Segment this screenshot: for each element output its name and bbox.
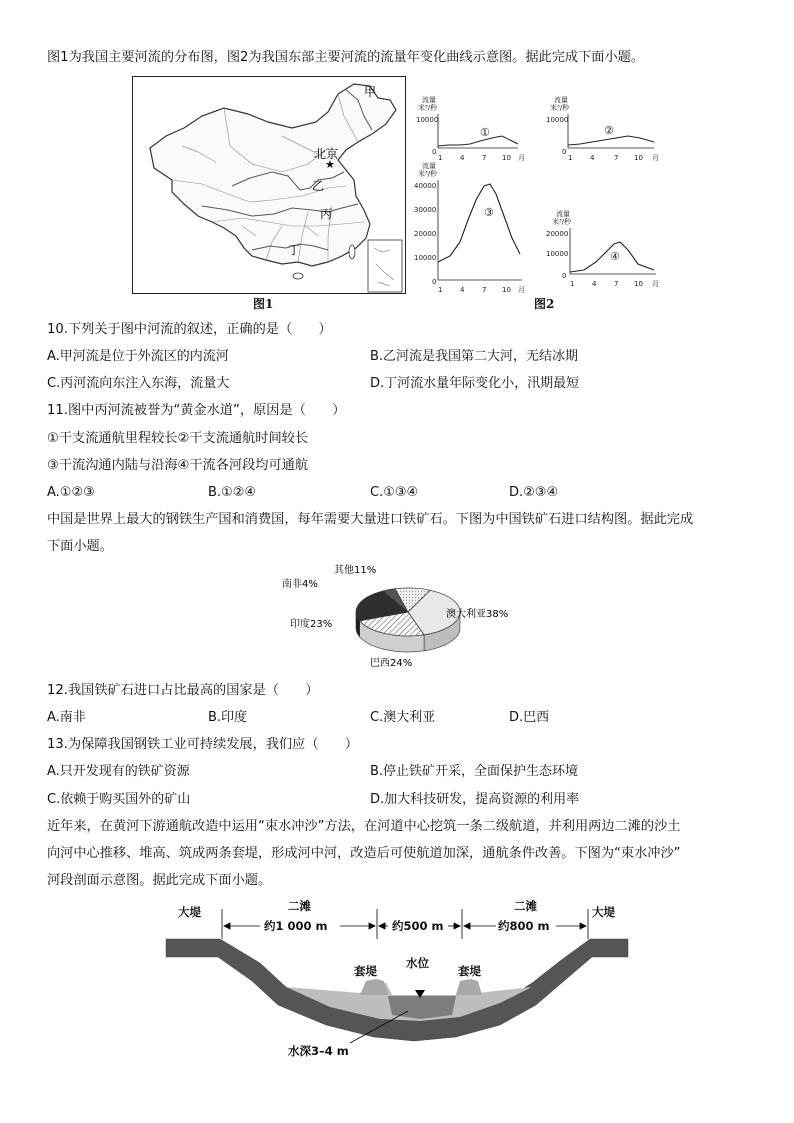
label-water-level: 水位 [406,956,429,970]
pie-label-india: 印度23% [290,619,333,630]
p3-ylabel-1: 流量 [422,162,436,170]
q13-option-a[interactable]: A.只开发现有的铁矿资源 [47,764,190,779]
svg-text:1: 1 [568,154,573,162]
p3-ytick-1: 30000 [414,206,437,214]
iron-ore-pie-chart [270,560,530,675]
q11-stem: 11.图中丙河流被誉为“黄金水道”，原因是（ ） [47,403,346,418]
label-width-left: 约1 000 m [264,919,328,933]
p4-ytick-1: 10000 [546,250,569,258]
svg-text:1: 1 [570,280,575,288]
q12-stem: 12.我国铁矿石进口占比最高的国家是（ ） [47,683,319,698]
q12-option-c[interactable]: C.澳大利亚 [370,710,436,725]
svg-text:月: 月 [518,154,525,162]
q12-option-a[interactable]: A.南非 [47,710,86,725]
label-dike-left: 大堤 [178,905,201,919]
label-dike-right: 大堤 [592,905,615,919]
q10-option-d[interactable]: D.丁河流水量年际变化小，汛期最短 [370,376,580,391]
intro-iron-ore-1: 中国是世界上最大的钢铁生产国和消费国，每年需要大量进口铁矿石。下图为中国铁矿石进口结构图。据此完成 [47,512,694,527]
curve-1 [438,136,518,146]
riverbed [166,939,628,1041]
svg-text:1: 1 [438,154,443,162]
p1-ylabel-1: 流量 [422,96,436,104]
svg-text:4: 4 [590,154,595,162]
pie-label-australia: 澳大利亚38% [446,609,509,620]
p4-ylabel-2: 米³/秒 [552,218,572,226]
q10-stem: 10.下列关于图中河流的叙述，正确的是（ ） [47,322,332,337]
p2-ytick-0: 10000 [546,116,569,124]
inner-dike-right [456,979,482,995]
inner-dike-left [360,979,388,995]
p3-ylabel-2: 米³/秒 [418,170,438,178]
q10-option-b[interactable]: B.乙河流是我国第二大河，无结冰期 [370,349,579,364]
q13-option-b[interactable]: B.停止铁矿开采，全面保护生态环境 [370,764,579,779]
intro-iron-ore-2: 下面小题。 [47,539,113,554]
curve-2 [568,136,654,145]
label-tan-left: 二滩 [288,899,311,913]
label-beijing: 北京 [314,147,339,161]
svg-text:7: 7 [482,286,487,294]
q11-option-a[interactable]: A.①②③ [47,485,95,500]
q11-choices-line-1: ①干支流通航里程较长②干支流通航时间较长 [47,431,309,446]
intro-yellow-river-2: 向河中心推移、堆高、筑成两条套堤，形成河中河，改造后可使航道加深，通航条件改善。下图为“束水冲沙” [47,846,681,861]
p1-ytick-1: 0 [432,148,437,156]
q10-option-a[interactable]: A.甲河流是位于外流区的内流河 [47,349,229,364]
label-inner-dike-right: 套堤 [458,964,481,978]
svg-text:10: 10 [634,280,643,288]
p2-ytick-1: 0 [562,148,567,156]
svg-text:4: 4 [460,286,465,294]
intro-rivers: 图1为我国主要河流的分布图，图2为我国东部主要河流的流量年变化曲线示意图。据此完成下面小题。 [47,50,645,65]
figure-1-caption: 图1 [253,297,274,311]
channel-water [388,996,456,1019]
p4-id: ④ [610,250,620,263]
label-bing: 丙 [320,207,333,221]
q13-stem: 13.为保障我国钢铁工业可持续发展，我们应（ ） [47,737,359,752]
q12-option-d[interactable]: D.巴西 [509,710,550,725]
label-inner-dike-left: 套堤 [354,964,377,978]
q11-choices-line-2: ③干流沟通内陆与沿海④干流各河段均可通航 [47,458,309,473]
svg-text:10: 10 [634,154,643,162]
p3-ytick-2: 20000 [414,230,437,238]
svg-text:10: 10 [502,286,511,294]
svg-text:月: 月 [652,154,659,162]
q11-option-c[interactable]: C.①③④ [370,485,419,500]
label-tan-right: 二滩 [514,899,537,913]
p1-ytick-0: 10000 [416,116,439,124]
p4-ytick-2: 0 [562,272,567,280]
svg-text:月: 月 [652,280,659,288]
p3-ytick-3: 10000 [414,254,437,262]
p2-ylabel-2: 米³/秒 [550,104,570,112]
p1-id: ① [480,126,490,139]
p1-ylabel-2: 米³/秒 [418,104,438,112]
svg-text:4: 4 [460,154,465,162]
svg-text:4: 4 [592,280,597,288]
svg-text:7: 7 [614,280,619,288]
p2-ylabel-1: 流量 [554,96,568,104]
curve-3 [438,184,520,262]
label-water-depth: 水深3–4 m [288,1044,349,1058]
q12-option-b[interactable]: B.印度 [208,710,248,725]
svg-text:10: 10 [502,154,511,162]
p4-ylabel-1: 流量 [556,210,570,218]
q10-option-c[interactable]: C.丙河流向东注入东海，流量大 [47,376,230,391]
intro-yellow-river-1: 近年来，在黄河下游通航改造中运用“束水冲沙”方法，在河道中心挖筑一条二级航道，并利用两边二滩的沙土 [47,819,681,834]
svg-text:1: 1 [438,286,443,294]
p2-id: ② [604,124,614,137]
figure-2-flow-curves [408,90,678,302]
label-yi: 乙 [312,179,325,193]
figure-1-river-map [132,76,406,294]
beijing-star-icon: ★ [325,158,335,171]
p3-ytick-4: 0 [432,278,437,286]
label-width-mid: 约500 m [392,919,444,933]
svg-text:7: 7 [482,154,487,162]
svg-text:月: 月 [518,286,525,294]
q13-option-d[interactable]: D.加大科技研发，提高资源的利用率 [370,792,580,807]
river-cross-section-diagram [160,895,640,1065]
pie-label-other: 其他11% [334,565,377,576]
q11-option-b[interactable]: B.①②④ [208,485,257,500]
svg-text:7: 7 [614,154,619,162]
p4-ytick-0: 20000 [546,230,569,238]
pie-label-brazil: 巴西24% [370,658,413,669]
intro-yellow-river-3: 河段剖面示意图。据此完成下面小题。 [47,873,272,888]
p3-ytick-0: 40000 [414,182,437,190]
figure-2-caption: 图2 [534,297,555,311]
q11-option-d[interactable]: D.②③④ [509,485,559,500]
label-ding: 丁 [288,243,301,257]
p3-id: ③ [484,206,494,219]
label-width-right: 约800 m [498,919,550,933]
label-jia: 甲 [364,85,377,99]
q13-option-c[interactable]: C.依赖于购买国外的矿山 [47,792,191,807]
pie-label-south-africa: 南非4% [282,579,318,590]
